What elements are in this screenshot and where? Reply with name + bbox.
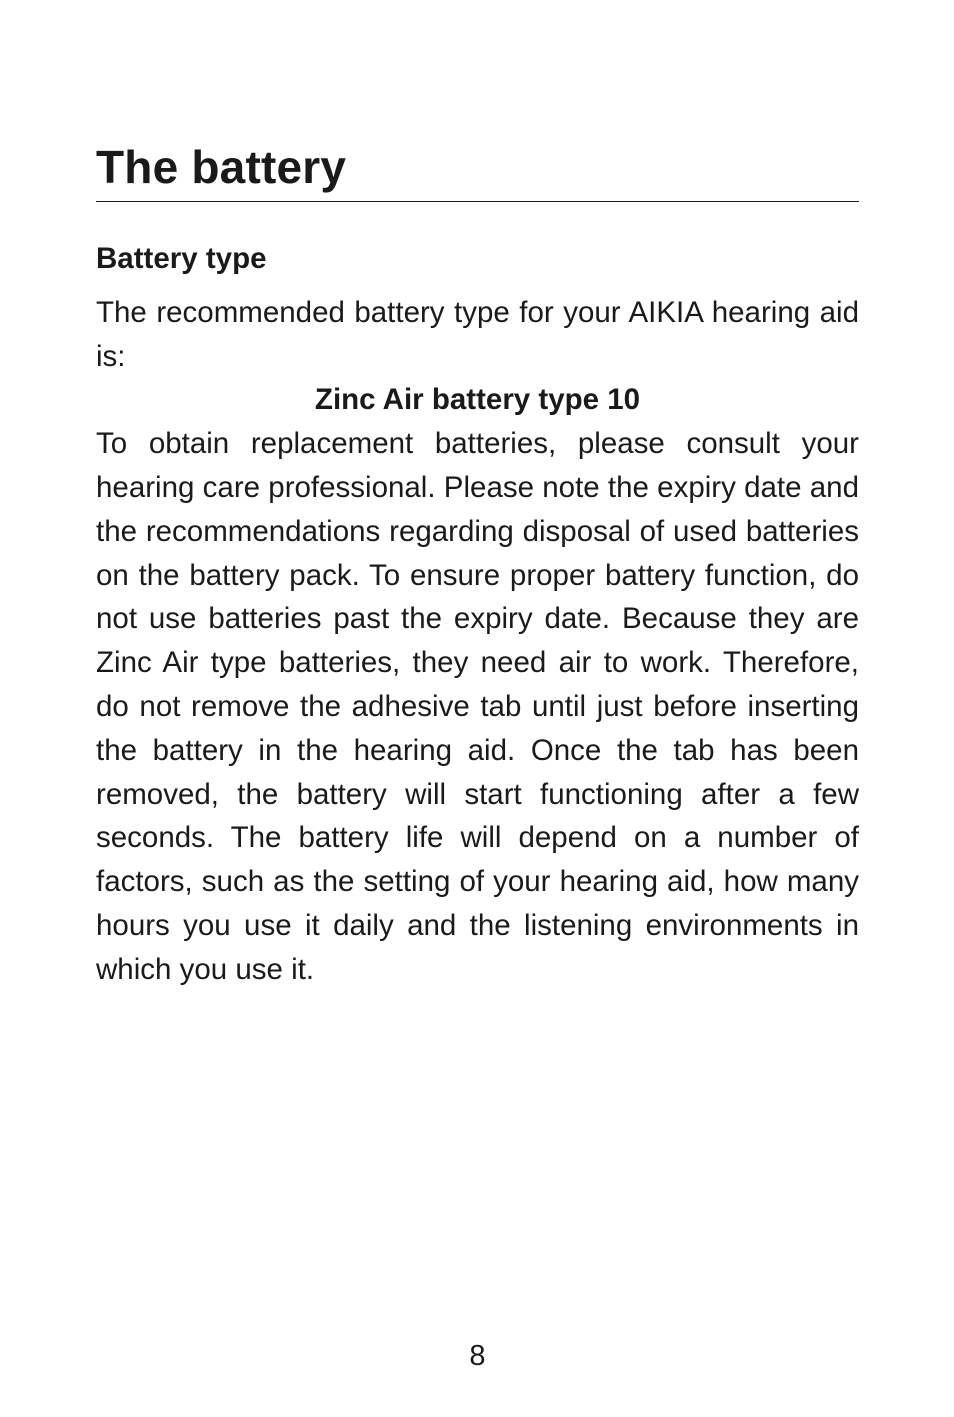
title-divider xyxy=(96,201,859,202)
section-heading: Battery type xyxy=(96,242,267,275)
page-number: 8 xyxy=(469,1340,486,1372)
manual-page xyxy=(96,0,859,1417)
battery-type-name: Zinc Air battery type 10 xyxy=(314,383,641,417)
page-content xyxy=(96,237,859,992)
body-paragraph: To obtain replacement batteries, please consult your hearing care professional. Please note the expiry date and the recommendations regarding disposal of used batteries on the battery pack. To ensure proper battery function, do not use batteries past the expiry date. Because they are Zinc Air type batteries, they need air to work. Therefore, do not remove the adhesive tab until just before inserting the battery in the hearing aid. Once the tab has been removed, the battery will start functioning after a few seconds. The battery life will depend on a number of factors, such as the setting of your hearing aid, how many hours you use it daily and the listening environments in which you use it. xyxy=(96,427,859,986)
page-title: The battery xyxy=(96,141,347,193)
intro-paragraph: The recommended battery type for your AIKIA hearing aid is: xyxy=(96,295,859,373)
